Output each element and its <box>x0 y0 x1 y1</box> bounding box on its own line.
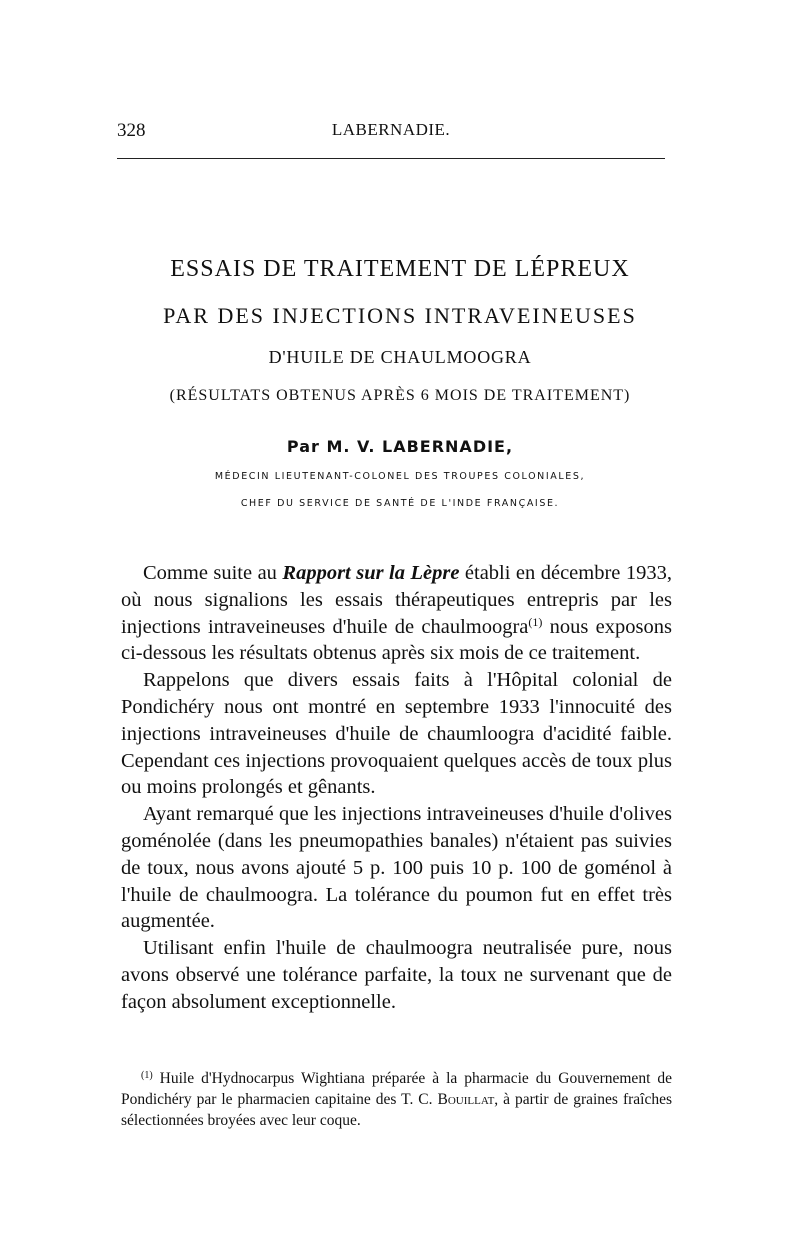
p1-text-a: Comme suite au <box>143 562 283 584</box>
running-title: LABERNADIE. <box>331 120 451 139</box>
body-text <box>121 560 672 1016</box>
footnote-text-b: , à partir de graines fraîches sélectionnées broyées avec leur coque. <box>121 1091 673 1129</box>
footnote-text <box>121 1065 672 1131</box>
paragraph-1 <box>121 560 672 667</box>
paragraph-2: Rappelons que divers essais faits à l'Hôpital colonial de Pondichéry nous ont montré en septembre 1933 l'innocuité des injections intraveineuses d'huile de chaumloogra d'acidité faible. Cependant ces injections provoquaient quelques accès de toux plus ou moins prolongés et gênants. <box>121 669 672 799</box>
author-affiliation-2: CHEF DU SERVICE DE SANTÉ DE L'INDE FRANÇAISE. <box>240 498 560 509</box>
pharmacist-name: Bouillat <box>437 1091 495 1108</box>
title-line-4: (RÉSULTATS OBTENUS APRÈS 6 MOIS DE TRAITEMENT) <box>169 387 631 404</box>
title-line-3: D'HUILE DE CHAULMOOGRA <box>268 347 532 367</box>
page-number: 328 <box>117 120 146 141</box>
title-line-2: PAR DES INJECTIONS INTRAVEINEUSES <box>163 303 637 328</box>
header-rule <box>117 158 665 159</box>
report-title-italic: Rapport sur la Lèpre <box>282 562 460 584</box>
p1-text-b: établi en décembre 1933, où nous signalions les essais thérapeutiques entrepris par les injections intraveineuses d'huile de chaulmoogra <box>121 562 672 638</box>
p1-text-c: nous exposons ci-dessous les résultats obtenus après six mois de ce traitement. <box>121 615 672 665</box>
author-byline: Par M. V. LABERNADIE, <box>286 437 514 456</box>
running-head <box>117 120 665 144</box>
title-line-1: ESSAIS DE TRAITEMENT DE LÉPREUX <box>170 256 630 282</box>
author-affiliation-1: MÉDECIN LIEUTENANT-COLONEL DES TROUPES COLONIALES, <box>214 471 586 482</box>
footnote-reference: (1) <box>528 614 543 629</box>
paragraph-4: Utilisant enfin l'huile de chaulmoogra neutralisée pure, nous avons observé une tolérance parfaite, la toux ne survenant que de façon absolument exceptionnelle. <box>121 937 672 1013</box>
paragraph-3: Ayant remarqué que les injections intraveineuses d'huile d'olives goménolée (dans les pneumopathies banales) n'étaient pas suivies de toux, nous avons ajouté 5 p. 100 puis 10 p. 100 de goménol à l'huile de chaulmoogra. La tolérance du poumon fut en effet très augmentée. <box>121 803 672 933</box>
footnote <box>121 1065 672 1131</box>
footnote-text-a: Huile d'Hydnocarpus Wightiana préparée à la pharmacie du Gouvernement de Pondichéry par le pharmacien capitaine des T. C. <box>121 1070 672 1108</box>
footnote-marker: (1) <box>141 1070 153 1081</box>
